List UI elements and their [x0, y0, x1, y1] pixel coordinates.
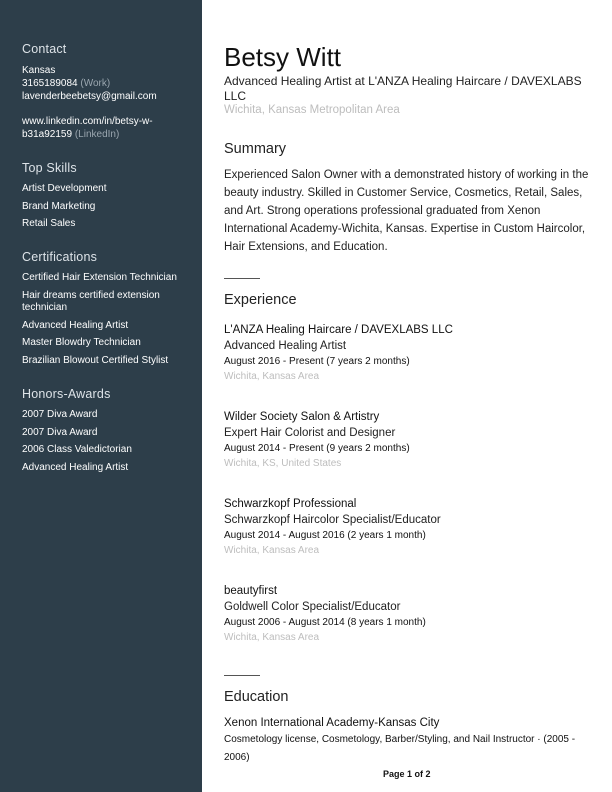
contact-phone[interactable]: 3165189084 [22, 78, 78, 89]
skill-item: Retail Sales [22, 218, 76, 229]
linkedin-url-line1[interactable]: www.linkedin.com/in/betsy-w- [22, 116, 153, 127]
top-skills-section [22, 161, 194, 236]
honor-item: 2007 Diva Award [22, 409, 98, 420]
profile-headline: Advanced Healing Artist at L'ANZA Healing Haircare / DAVEXLABS LLC [224, 74, 582, 103]
job-title: Advanced Healing Artist [224, 340, 347, 352]
job-dates: August 2006 - August 2014 (8 years 1 month) [224, 617, 426, 628]
contact-section [22, 42, 194, 141]
job-title: Expert Hair Colorist and Designer [224, 427, 396, 439]
top-skills-heading: Top Skills [22, 161, 77, 175]
certifications-section [22, 250, 194, 372]
certification-item: Advanced Healing Artist [22, 319, 129, 331]
job-location: Wichita, Kansas Area [224, 371, 320, 382]
experience-item [224, 410, 596, 472]
honors-section [22, 387, 194, 479]
job-dates: August 2014 - August 2016 (2 years 1 month) [224, 530, 426, 541]
contact-phone-type: (Work) [80, 78, 111, 89]
summary-text: Experienced Salon Owner with a demonstrated history of working in the beauty industry. Skilled in Customer Service, Cosmetics, Retail, Sales, and Art. Strong operations professional graduated from Xenon International Academy-Wichita, Kansas. Expertise in Custom Haircolor, Hair Extensions, and Education. [224, 169, 589, 253]
honors-heading: Honors-Awards [22, 387, 111, 401]
job-title: Goldwell Color Specialist/Educator [224, 601, 401, 613]
contact-location: Kansas [22, 65, 56, 76]
sidebar [0, 0, 202, 792]
education-item [224, 716, 596, 767]
linkedin-url-line2 [22, 128, 194, 141]
job-dates: August 2014 - Present (9 years 2 months) [224, 443, 410, 454]
certifications-heading: Certifications [22, 250, 98, 264]
certification-item: Master Blowdry Technician [22, 337, 141, 348]
job-company: L'ANZA Healing Haircare / DAVEXLABS LLC [224, 324, 453, 336]
skill-item: Artist Development [22, 183, 107, 194]
contact-phone-line [22, 77, 194, 90]
certification-item: Brazilian Blowout Certified Stylist [22, 354, 169, 366]
experience-heading: Experience [224, 292, 297, 308]
contact-heading: Contact [22, 42, 67, 56]
profile-name: Betsy Witt [224, 42, 342, 72]
linkedin-type: (LinkedIn) [74, 129, 120, 140]
experience-item [224, 323, 596, 385]
contact-email[interactable]: lavenderbeebetsy@gmail.com [22, 91, 157, 102]
job-location: Wichita, Kansas Area [224, 545, 320, 556]
job-title: Schwarzkopf Haircolor Specialist/Educator [224, 514, 441, 526]
job-location: Wichita, KS, United States [224, 458, 342, 469]
job-location: Wichita, Kansas Area [224, 632, 320, 643]
education-degree: Cosmetology license, Cosmetology, Barber/Styling, and Nail Instructor · (2005 - 2006) [224, 734, 576, 763]
honor-item: 2006 Class Valedictorian [22, 444, 132, 455]
skill-item: Brand Marketing [22, 200, 96, 212]
honor-item: 2007 Diva Award [22, 426, 98, 438]
page-number: Page 1 of 2 [383, 769, 431, 779]
section-divider [224, 278, 260, 279]
linkedin-url-part2[interactable]: b31a92159 [22, 129, 73, 140]
profile-location: Wichita, Kansas Metropolitan Area [224, 104, 400, 116]
job-company: beautyfirst [224, 585, 278, 597]
certification-item: Hair dreams certified extension technician [22, 289, 160, 313]
section-divider [224, 675, 260, 676]
education-heading: Education [224, 689, 289, 705]
summary-heading: Summary [224, 141, 287, 157]
honor-item: Advanced Healing Artist [22, 461, 129, 473]
job-company: Schwarzkopf Professional [224, 498, 357, 510]
certification-item: Certified Hair Extension Technician [22, 272, 177, 283]
job-company: Wilder Society Salon & Artistry [224, 411, 380, 423]
experience-item [224, 497, 596, 559]
job-dates: August 2016 - Present (7 years 2 months) [224, 356, 410, 367]
education-school: Xenon International Academy-Kansas City [224, 717, 440, 729]
experience-item [224, 584, 596, 646]
